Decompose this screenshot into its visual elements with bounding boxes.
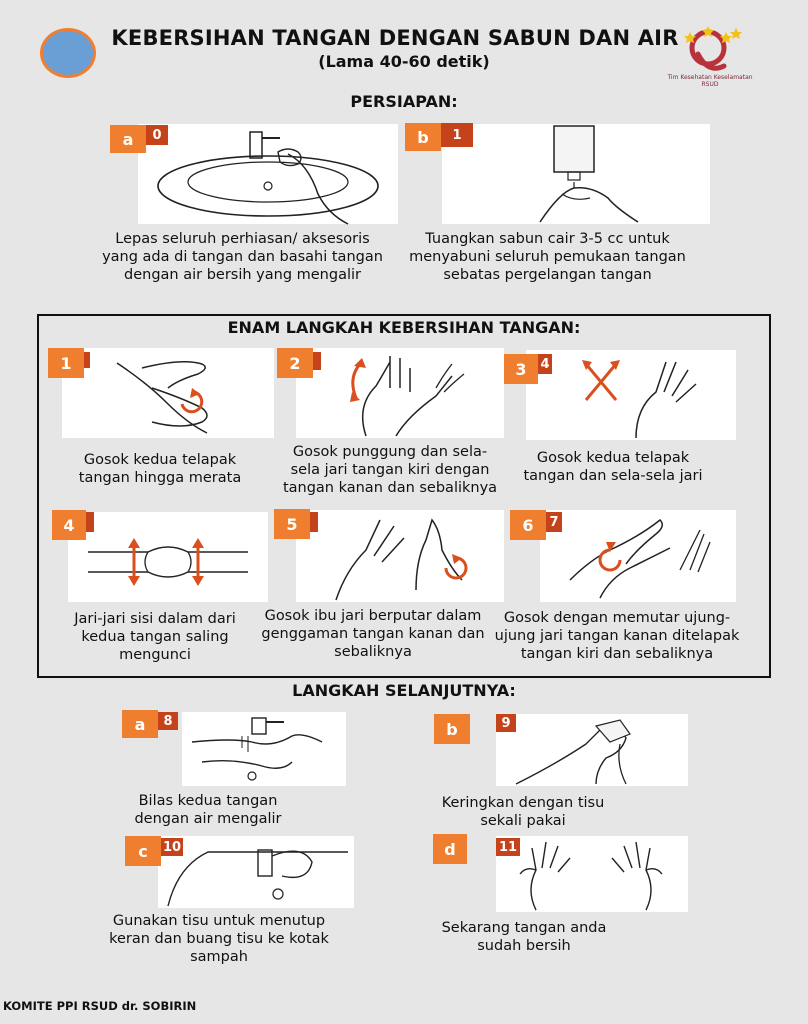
badge-letter: a <box>122 710 158 738</box>
preparation-heading: PERSIAPAN: <box>350 92 458 111</box>
step-number-tag <box>84 352 90 368</box>
wash-sink-illustration <box>138 124 398 224</box>
footer-organization: KOMITE PPI RSUD dr. SOBIRIN <box>3 999 197 1013</box>
poster-subtitle: (Lama 40-60 detik) <box>318 52 490 71</box>
caption-step6: Gosok dengan memutar ujung-ujung jari tangan kanan ditelapak tangan kiri dan sebaliknya <box>494 610 740 662</box>
dry-hands-illustration <box>496 714 688 786</box>
caption-next-c: Gunakan tisu untuk menutup keran dan buang tisu ke kotak sampah <box>109 913 329 965</box>
step1-palm-rub-illustration <box>62 348 274 438</box>
caption-next-d: Sekarang tangan anda sudah bersih <box>441 920 607 954</box>
step-number-tag <box>86 512 94 532</box>
caption-next-a: Bilas kedua tangan dengan air mengalir <box>134 793 282 827</box>
step-badge: 6 <box>510 510 546 540</box>
step-badge: 4 <box>52 510 86 540</box>
step-number-tag: 11 <box>496 838 520 856</box>
step-number-tag: 4 <box>538 354 552 374</box>
rinse-hands-illustration <box>182 712 346 786</box>
poster-title: KEBERSIHAN TANGAN DENGAN SABUN DAN AIR <box>111 26 679 50</box>
caption-step2: Gosok punggung dan sela-sela jari tangan kiri dengan tangan kanan dan sebaliknya <box>282 444 498 496</box>
step-badge: 3 <box>504 354 538 384</box>
step-number-tag: 7 <box>546 512 562 532</box>
caption-next-b: Keringkan dengan tisu sekali pakai <box>441 795 605 829</box>
badge-letter: a <box>110 125 146 153</box>
step-number-tag: 1 <box>441 123 473 147</box>
step-number-tag <box>310 512 318 532</box>
soap-dispenser-illustration <box>442 124 710 224</box>
step-number-tag: 9 <box>496 714 516 732</box>
caption-step1: Gosok kedua telapak tangan hingga merata <box>78 452 242 486</box>
step5-thumb-rotation-illustration <box>296 510 504 602</box>
logo-caption: Tim Kesehatan Keselamatan RSUD <box>667 74 753 88</box>
step-number-tag: 10 <box>162 839 182 855</box>
close-tap-illustration <box>158 836 354 908</box>
step3-interlaced-fingers-illustration <box>526 350 736 440</box>
step-number-tag <box>313 352 321 370</box>
step2-back-of-hands-illustration <box>296 348 504 438</box>
step-badge: 1 <box>48 348 84 378</box>
step6-fingertip-rotation-illustration <box>540 510 736 602</box>
badge-letter: d <box>433 834 467 864</box>
badge-letter: b <box>405 123 441 151</box>
step-number-tag: 8 <box>158 712 178 730</box>
badge-letter: b <box>434 714 470 744</box>
six-steps-heading: ENAM LANGKAH KEBERSIHAN TANGAN: <box>227 318 581 337</box>
caption-step3: Gosok kedua telapak tangan dan sela-sela jari <box>523 450 703 484</box>
step-badge: 5 <box>274 509 310 539</box>
step-badge: 2 <box>277 348 313 378</box>
caption-step5: Gosok ibu jari berputar dalam genggaman tangan kanan dan sebaliknya <box>261 608 485 660</box>
caption-prep-a: Lepas seluruh perhiasan/ aksesoris yang ada di tangan dan basahi tangan dengan air bersih yang mengalir <box>102 231 383 283</box>
clean-hands-illustration <box>496 836 688 912</box>
caption-step4: Jari-jari sisi dalam dari kedua tangan saling mengunci <box>74 611 236 663</box>
badge-letter: c <box>125 836 161 866</box>
step4-locked-fingers-illustration <box>68 512 268 602</box>
step-number-tag: 0 <box>146 125 168 145</box>
caption-prep-b: Tuangkan sabun cair 3-5 cc untuk menyabuni seluruh pemukaan tangan sebatas pergelangan tangan <box>409 231 686 283</box>
next-steps-heading: LANGKAH SELANJUTNYA: <box>292 681 516 700</box>
